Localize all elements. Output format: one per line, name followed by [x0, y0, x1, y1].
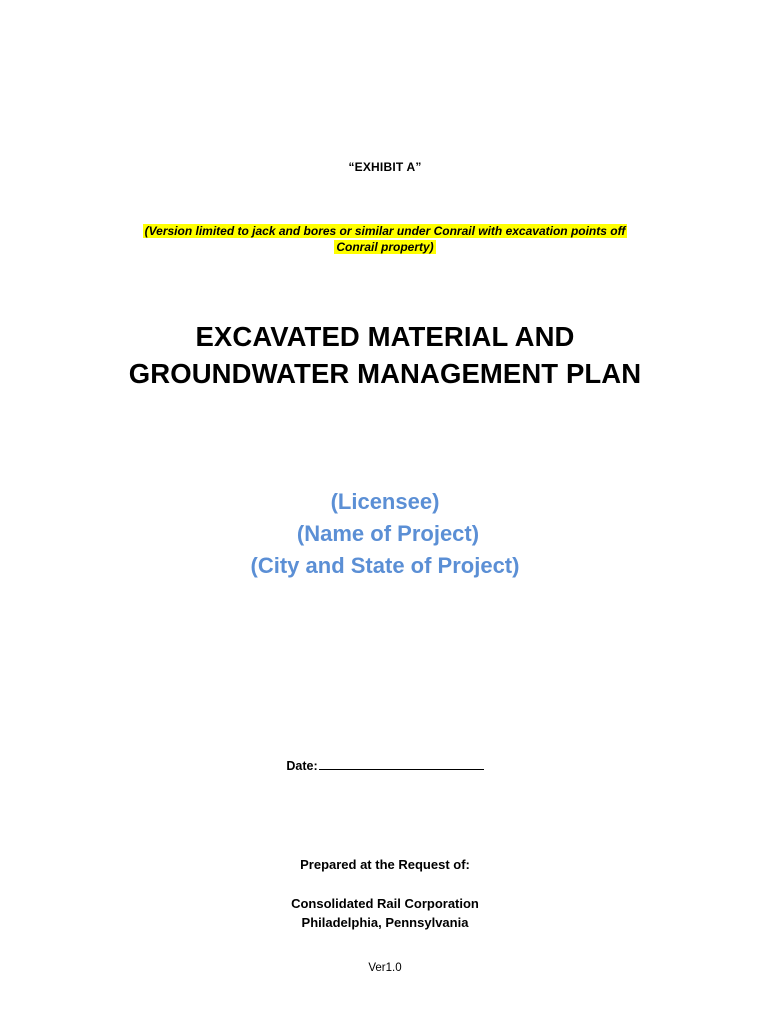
- licensee-placeholder: (Licensee): [330, 489, 440, 514]
- title-line-1: EXCAVATED MATERIAL AND: [195, 321, 575, 352]
- prepared-label: Prepared at the Request of:: [300, 857, 470, 872]
- organization-location: Philadelphia, Pennsylvania: [301, 915, 469, 930]
- title-line-2: GROUNDWATER MANAGEMENT PLAN: [128, 358, 642, 389]
- project-name-placeholder: (Name of Project): [296, 521, 480, 546]
- date-row: [0, 758, 770, 773]
- city-state-placeholder: (City and State of Project): [250, 553, 520, 578]
- version-label: Ver1.0: [368, 962, 402, 974]
- version-note: [0, 223, 770, 255]
- version-note-line-2: Conrail property): [336, 240, 434, 254]
- exhibit-label: “EXHIBIT A”: [348, 160, 422, 174]
- version-note-line-1: (Version limited to jack and bores or similar under Conrail with excavation points off: [144, 224, 626, 238]
- date-blank-line: [319, 758, 484, 770]
- date-label: Date:: [286, 759, 318, 773]
- organization-block: [0, 894, 770, 932]
- document-title: [0, 318, 770, 392]
- organization-name: Consolidated Rail Corporation: [291, 896, 479, 911]
